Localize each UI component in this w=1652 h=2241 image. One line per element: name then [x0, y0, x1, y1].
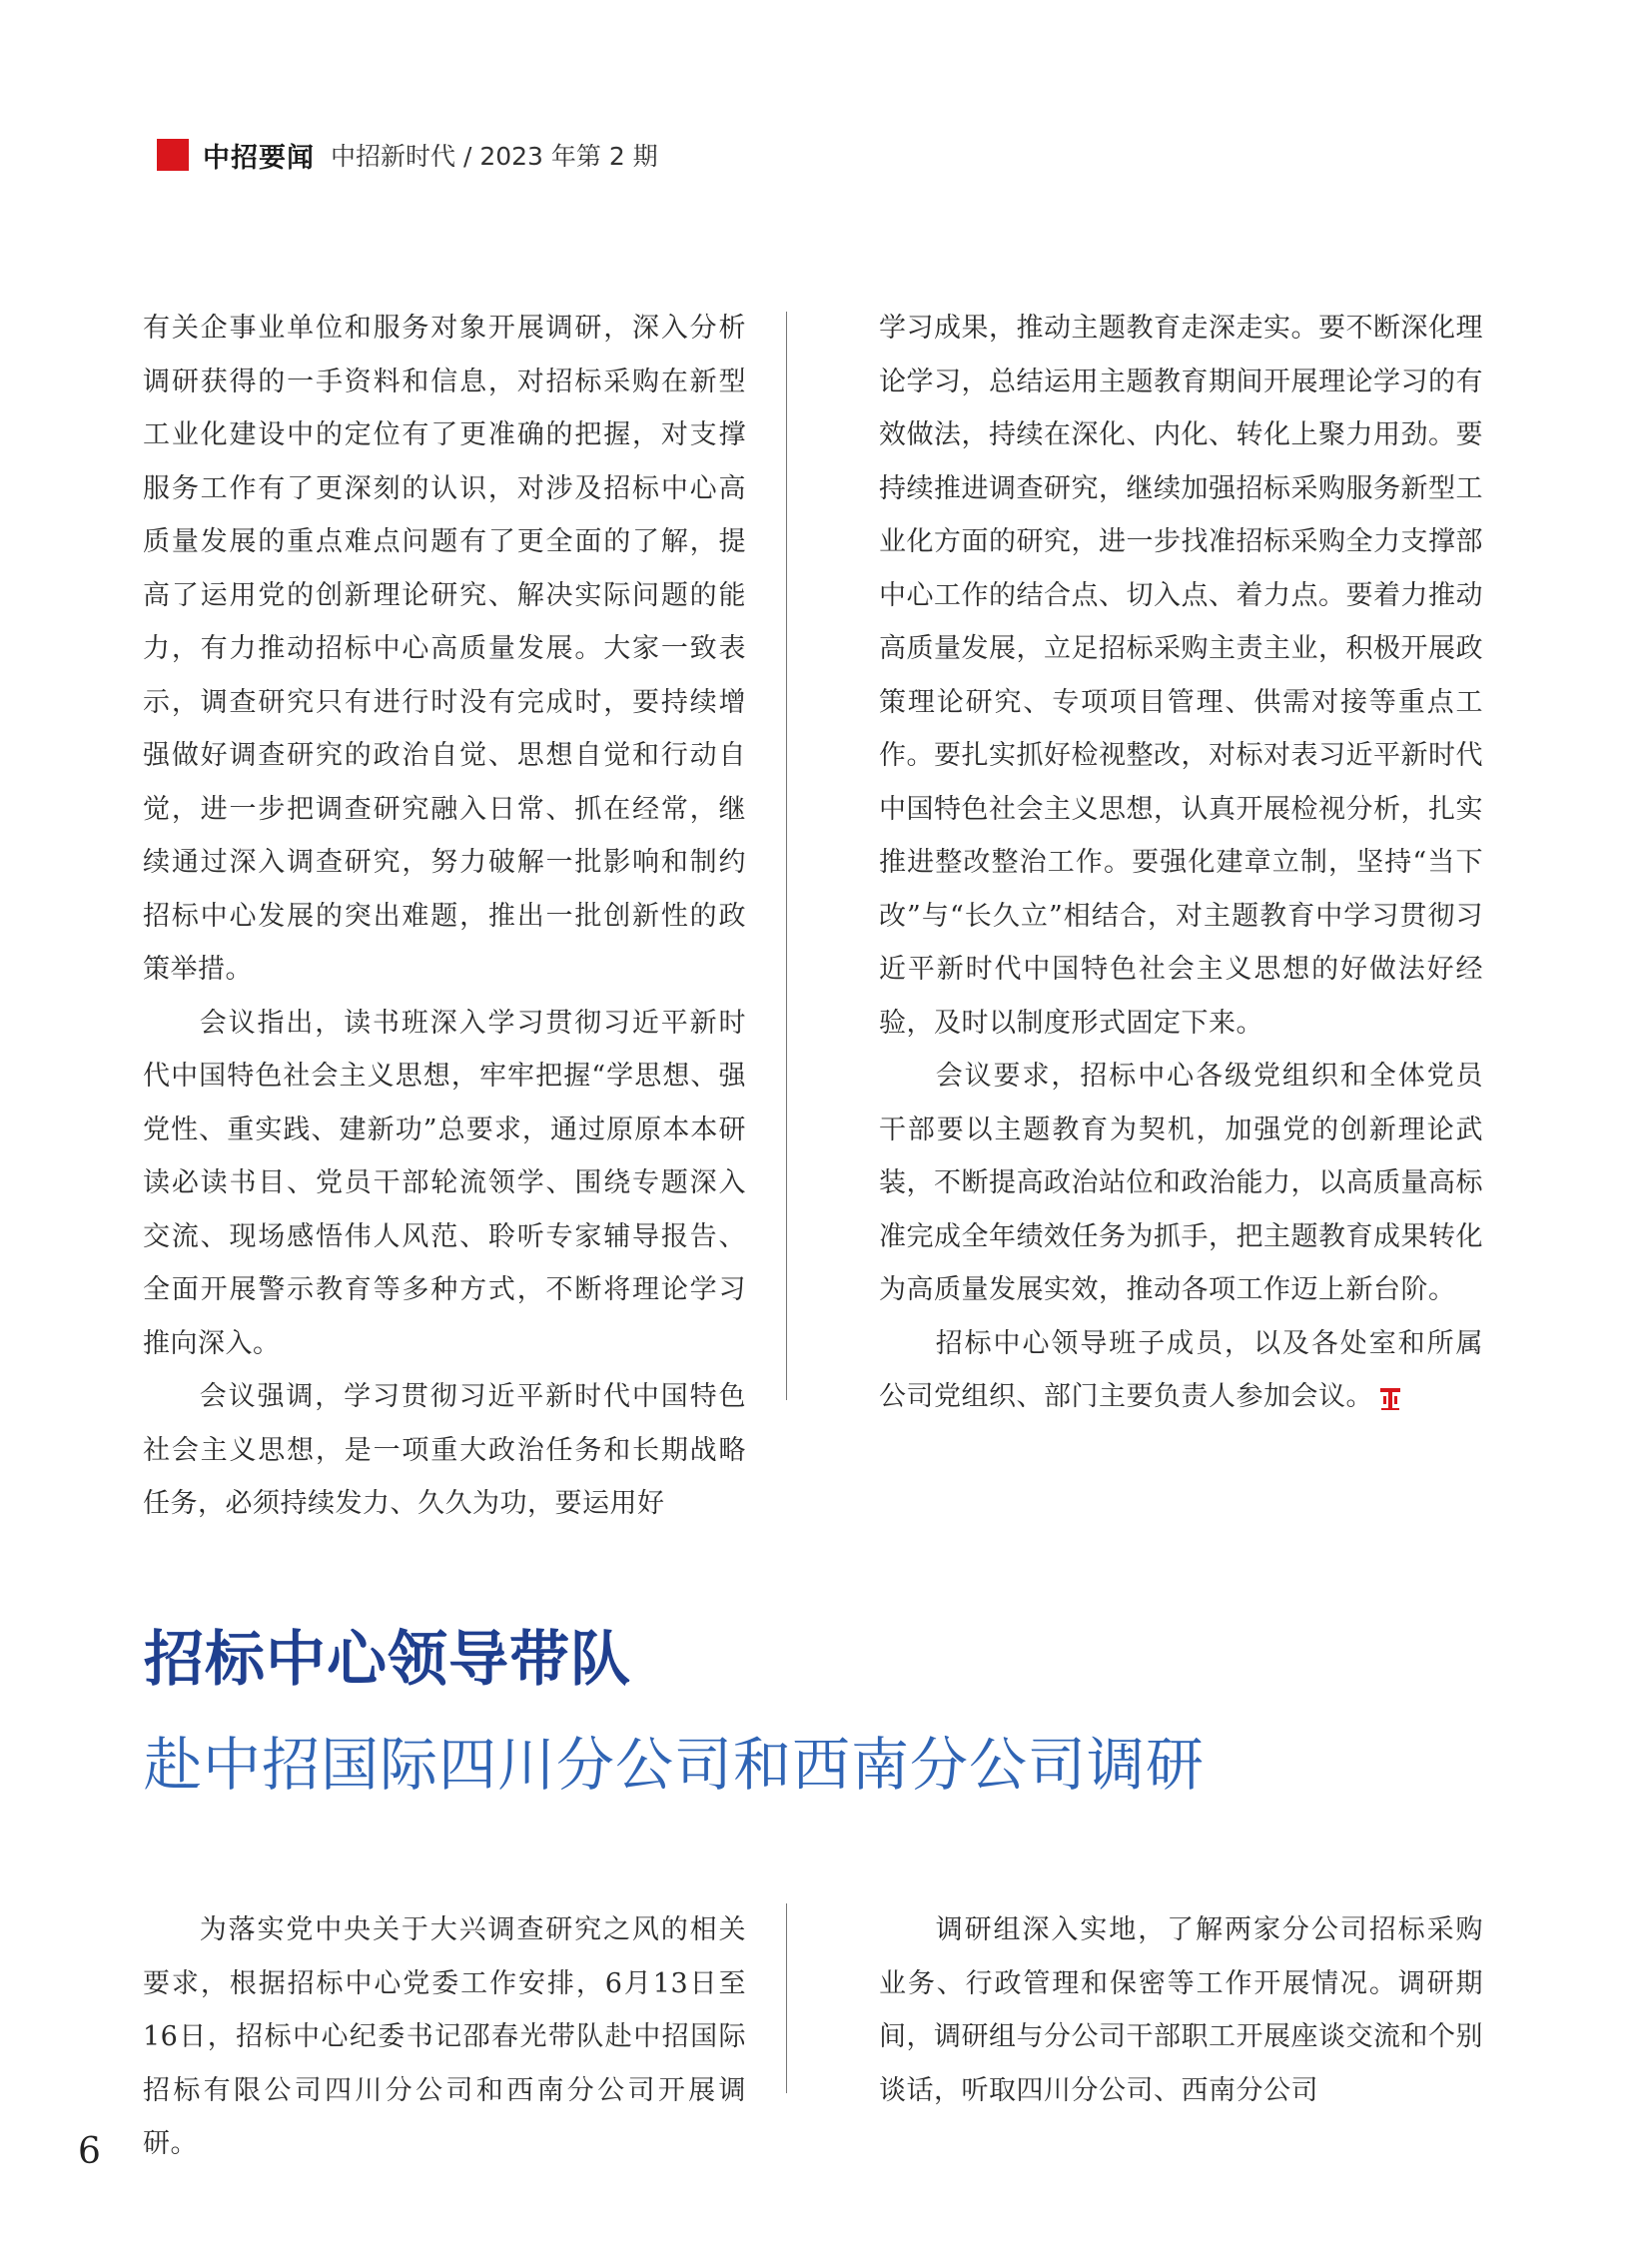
page-number: 6 [78, 2131, 101, 2172]
header-issue-label: 中招新时代 / 2023 年第 2 期 [331, 142, 658, 171]
logo-end-mark-icon [1377, 1384, 1403, 1412]
paragraph: 为落实党中央关于大兴调查研究之风的相关要求，根据招标中心党委工作安排，6月13日至16日，招标中心纪委书记邵春光带队赴中招国际招标有限公司四川分公司和西南分公司开展调研。 [143, 1914, 746, 2159]
article-headline: 招标中心领导带队 [144, 1625, 631, 1695]
paragraph: 会议强调，学习贯彻习近平新时代中国特色社会主义思想，是一项重大政治任务和长期战略任务，必须持续发力、久久为功，要运用好 [143, 1381, 746, 1519]
column-divider [786, 312, 787, 1400]
paragraph: 有关企事业单位和服务对象开展调研，深入分析调研获得的一手资料和信息，对招标采购在新型工业化建设中的定位有了更准确的把握，对支撑服务工作有了更深刻的认识，对涉及招标中心高质量发展的重点难点问题有了更全面的了解，提高了运用党的创新理论研究、解决实际问题的能力，有力推动招标中心高质量发展。大家一致表示，调查研究只有进行时没有完成时，要持续增强做好调查研究的政治自觉、思想自觉和行动自觉，进一步把调查研究融入日常、抓在经常，继续通过深入调查研究，努力破解一批影响和制约招标中心发展的突出难题，推出一批创新性的政策举措。 [143, 313, 746, 985]
paragraph: 会议指出，读书班深入学习贯彻习近平新时代中国特色社会主义思想，牢牢把握“学思想、强党性、重实践、建新功”总要求，通过原原本本研读必读书目、党员干部轮流领学、围绕专题深入交流、现场感悟伟人风范、聆听专家辅导报告、全面开展警示教育等多种方式，不断将理论学习推向深入。 [143, 1007, 746, 1359]
paragraph-text: 招标中心领导班子成员，以及各处室和所属公司党组织、部门主要负责人参加会议。 [879, 1327, 1483, 1412]
article1-left-column [143, 302, 746, 1531]
paragraph: 学习成果，推动主题教育走深走实。要不断深化理论学习，总结运用主题教育期间开展理论学习的有效做法，持续在深化、内化、转化上聚力用劲。要持续推进调查研究，继续加强招标采购服务新型工业化方面的研究，进一步找准招标采购全力支撑部中心工作的结合点、切入点、着力点。要着力推动高质量发展，立足招标采购主责主业，积极开展政策理论研究、专项项目管理、供需对接等重点工作。要扎实抓好检视整改，对标对表习近平新时代中国特色社会主义思想，认真开展检视分析，扎实推进整改整治工作。要强化建章立制，坚持“当下改”与“长久立”相结合，对主题教育中学习贯彻习近平新时代中国特色社会主义思想的好做法好经验，及时以制度形式固定下来。 [879, 313, 1483, 1039]
article2-right-column [879, 1903, 1483, 2117]
header-section-title: 中招要闻 [203, 142, 315, 174]
paragraph: 会议要求，招标中心各级党组织和全体党员干部要以主题教育为契机，加强党的创新理论武装，不断提高政治站位和政治能力，以高质量高标准完成全年绩效任务为抓手，把主题教育成果转化为高质量发展实效，推动各项工作迈上新台阶。 [879, 1061, 1483, 1305]
article1-right-column [879, 302, 1483, 1424]
article2-left-column [143, 1903, 746, 2171]
article-subheadline: 赴中招国际四川分公司和西南分公司调研 [144, 1731, 1206, 1799]
paragraph: 调研组深入实地，了解两家分公司招标采购业务、行政管理和保密等工作开展情况。调研期间，调研组与分公司干部职工开展座谈交流和个别谈话，听取四川分公司、西南分公司 [879, 1914, 1483, 2106]
running-header [157, 139, 658, 174]
column-divider [786, 1903, 787, 2093]
paragraph-final [879, 1317, 1483, 1424]
section-marker-square [157, 139, 189, 171]
